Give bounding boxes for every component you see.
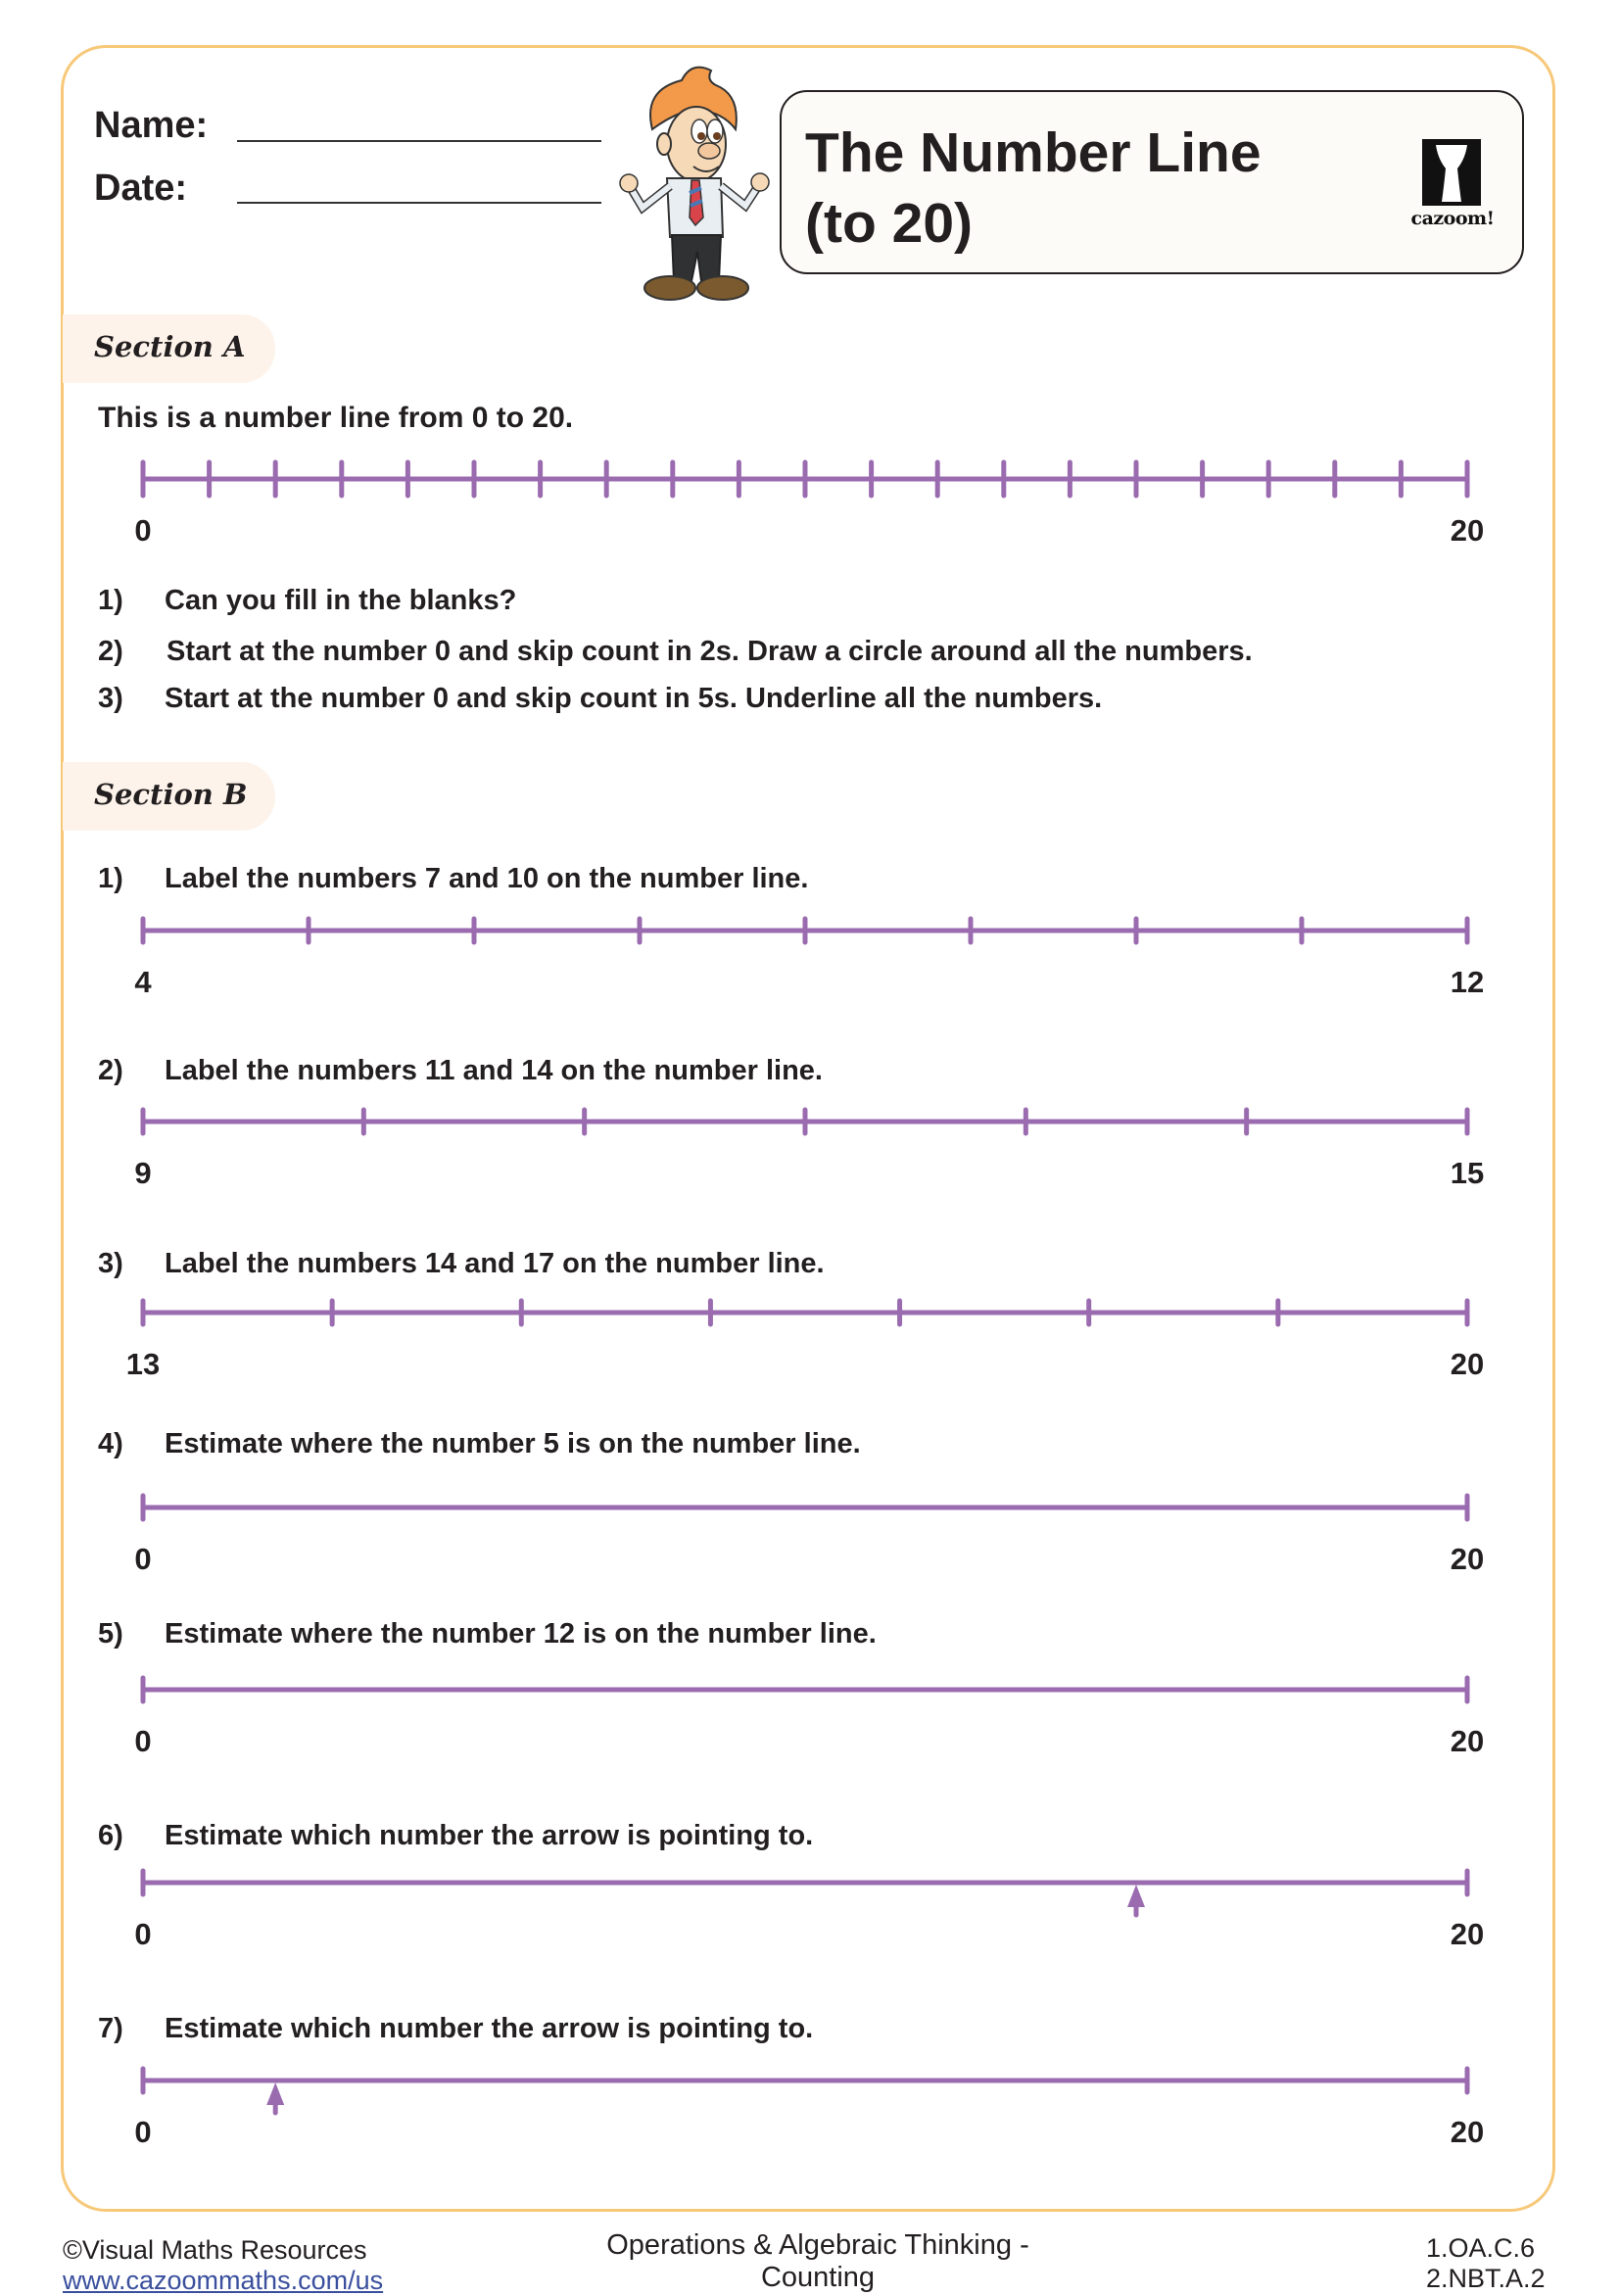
number-line-end-label: 20 xyxy=(1450,1724,1485,1758)
section-a-heading xyxy=(63,314,275,383)
question-number: 4) xyxy=(98,1428,123,1459)
question-text: Label the numbers 11 and 14 on the number line. xyxy=(165,1055,823,1086)
question-text: Can you fill in the blanks? xyxy=(165,585,517,616)
number-line-start-label: 0 xyxy=(134,1724,152,1758)
number-line-start-label: 4 xyxy=(134,965,152,999)
number-line-end-label: 20 xyxy=(1450,2115,1485,2149)
name-field[interactable] xyxy=(237,140,601,142)
djembe-drum-icon xyxy=(1422,139,1481,206)
standard-code: 1.OA.C.6 xyxy=(1426,2233,1536,2263)
question-number: 5) xyxy=(98,1618,123,1650)
question-text: Label the numbers 14 and 17 on the number line. xyxy=(165,1248,825,1279)
number-line-end-label: 20 xyxy=(1450,1542,1485,1576)
question-text: Start at the number 0 and skip count in 2s. Draw a circle around all the numbers. xyxy=(167,636,1253,667)
number-line-question-4 xyxy=(0,1478,1620,1586)
question-number: 7) xyxy=(98,2013,123,2044)
number-line-section-a xyxy=(0,431,1620,558)
arrow-pointer-icon xyxy=(1127,1885,1145,1915)
number-line-start-label: 13 xyxy=(125,1347,161,1381)
question-text: Start at the number 0 and skip count in 5s. Underline all the numbers. xyxy=(165,683,1103,714)
question-number: 6) xyxy=(98,1820,123,1851)
name-label: Name: xyxy=(94,105,209,146)
page-title: The Number Line (to 20) xyxy=(805,121,1262,255)
number-line-start-label: 9 xyxy=(134,1156,152,1190)
copyright-text: ©Visual Maths Resources xyxy=(63,2235,367,2265)
number-line-end-label: 12 xyxy=(1450,965,1485,999)
number-line-question-1 xyxy=(0,901,1620,1009)
footer-standards xyxy=(1426,2233,1546,2294)
section-b-heading-text: Section B xyxy=(94,778,248,811)
topic-line-1: Operations & Algebraic Thinking - xyxy=(606,2229,1029,2261)
question-number: 2) xyxy=(98,1055,123,1086)
footer-topic xyxy=(548,2229,1087,2294)
number-line-start-label: 0 xyxy=(134,1542,152,1576)
website-link[interactable]: www.cazoommaths.com/us xyxy=(63,2266,384,2295)
topic-line-2: Counting xyxy=(760,2262,876,2293)
question-text: Label the numbers 7 and 10 on the number line. xyxy=(165,863,809,894)
number-line-end-label: 15 xyxy=(1450,1156,1485,1190)
number-line-end-label: 20 xyxy=(1450,1347,1485,1381)
footer-credits xyxy=(63,2235,383,2296)
question-text: Estimate which number the arrow is pointing to. xyxy=(165,1820,814,1851)
number-line-question-6 xyxy=(0,1853,1620,1961)
number-line-question-5 xyxy=(0,1660,1620,1768)
number-line-question-3 xyxy=(0,1283,1620,1391)
cazoom-logo xyxy=(1399,135,1516,233)
question-text: Estimate which number the arrow is pointing to. xyxy=(165,2013,814,2044)
question-number: 1) xyxy=(98,863,123,894)
section-a-intro: This is a number line from 0 to 20. xyxy=(98,402,574,434)
question-text: Estimate where the number 5 is on the number line. xyxy=(165,1428,861,1459)
section-b-heading xyxy=(63,762,275,831)
number-line-question-2 xyxy=(0,1092,1620,1200)
date-label: Date: xyxy=(94,167,188,209)
mascot-icon xyxy=(613,61,770,306)
standard-code: 2.NBT.A.2 xyxy=(1426,2264,1546,2293)
question-text: Estimate where the number 12 is on the number line. xyxy=(165,1618,877,1650)
number-line-question-7 xyxy=(0,2051,1620,2159)
logo-text: cazoom! xyxy=(1410,208,1495,229)
section-a-heading-text: Section A xyxy=(94,330,246,363)
question-number: 1) xyxy=(98,585,123,616)
number-line-start-label: 0 xyxy=(134,1917,152,1951)
question-number: 2) xyxy=(98,636,123,667)
number-line-end-label: 20 xyxy=(1450,513,1485,548)
question-number: 3) xyxy=(98,683,123,714)
date-field[interactable] xyxy=(237,202,601,204)
question-number: 3) xyxy=(98,1248,123,1279)
number-line-start-label: 0 xyxy=(134,513,152,548)
title-box xyxy=(780,90,1524,274)
number-line-end-label: 20 xyxy=(1450,1917,1485,1951)
arrow-pointer-icon xyxy=(266,2082,284,2113)
number-line-start-label: 0 xyxy=(134,2115,152,2149)
